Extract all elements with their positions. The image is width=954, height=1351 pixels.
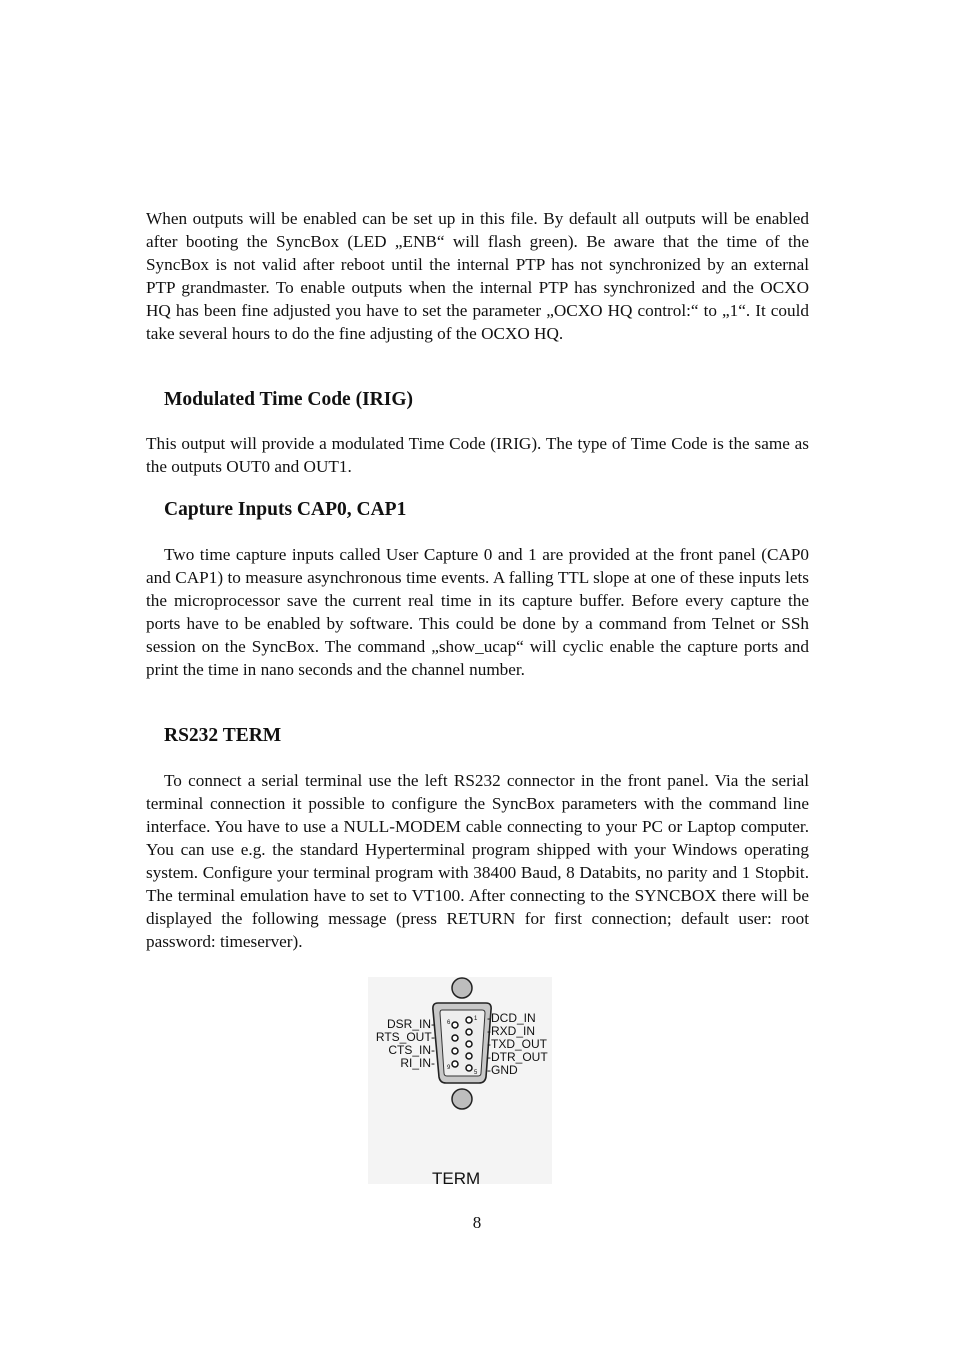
irig-paragraph: This output will provide a modulated Time Code (IRIG). The type of Time Code is the same as the outputs OUT0 and OUT1. [146, 434, 809, 476]
pin-8 [452, 1048, 458, 1054]
bottom-screw-icon [452, 1089, 472, 1109]
pin-label-dsr-in: DSR_IN- [386, 1017, 435, 1031]
pin-label-gnd: -GND [487, 1063, 518, 1077]
pin-9 [452, 1061, 458, 1067]
pin-label-dcd-in: -DCD_IN [487, 1011, 536, 1025]
heading-capture: Capture Inputs CAP0, CAP1 [164, 499, 407, 520]
heading-irig: Modulated Time Code (IRIG) [164, 389, 413, 410]
page-number: 8 [472, 1213, 482, 1232]
pin-label-rts-out: RTS_OUT- [375, 1030, 435, 1044]
pin-label-txd-out: -TXD_OUT [487, 1037, 547, 1051]
pin-1 [466, 1017, 472, 1023]
pin-7 [452, 1035, 458, 1041]
heading-rs232: RS232 TERM [164, 725, 282, 746]
pin-5 [466, 1065, 472, 1071]
pin-number-6: 6 [447, 1020, 451, 1026]
db9-connector-figure [368, 977, 552, 1184]
top-screw-icon [452, 978, 472, 998]
rs232-paragraph: To connect a serial terminal use the left RS232 connector in the front panel. Via the serial terminal connection it possible to configure the SyncBox parameters with the command line interface. You have to use a NULL-MODEM cable connecting to your PC or Laptop computer. You can use e.g. the standard Hyperterminal program shipped with your Windows operating system. Configure your terminal program with 38400 Baud, 8 Databits, no parity and 1 Stopbit. The terminal emulation have to set to VT100. After connecting to the SYNCBOX there will be displayed the following message (press RETURN for first connection; default user: root password: timeserver). [146, 771, 809, 951]
pin-number-1: 1 [474, 1016, 478, 1022]
pin-number-9: 9 [447, 1065, 451, 1071]
pin-label-rxd-in: -RXD_IN [487, 1024, 536, 1038]
capture-paragraph: Two time capture inputs called User Capture 0 and 1 are provided at the front panel (CAP0 and CAP1) to measure asynchronous time events. A falling TTL slope at one of these inputs lets the microprocessor save the current real time in its capture buffer. Before every capture the ports have to be enabled by software. This could be done by a command from Telnet or SSh session on the SyncBox. The command „show_ucap“ will cyclic enable the capture ports and print the time in nano seconds and the channel number. [146, 545, 809, 679]
pin-4 [466, 1053, 472, 1059]
pin-label-dtr-out: -DTR_OUT [487, 1050, 548, 1064]
pin-6 [452, 1022, 458, 1028]
pin-2 [466, 1029, 472, 1035]
pin-3 [466, 1041, 472, 1047]
figure-caption: TERM [432, 1169, 481, 1188]
pin-number-5: 5 [474, 1070, 478, 1076]
intro-paragraph: When outputs will be enabled can be set up in this file. By default all outputs will be enabled after booting the SyncBox (LED „ENB“ will flash green). Be aware that the time of the SyncBox is not valid after reboot until the internal PTP has not synchronized by an external PTP grandmaster. To enable outputs when the internal PTP has synchronized and the OCXO HQ has been fine adjusted you have to set the parameter „OCXO HQ control:“ to „1“. It could take several hours to do the fine adjusting of the OCXO HQ. [146, 209, 809, 343]
pin-label-ri-in: RI_IN- [400, 1056, 435, 1070]
pin-label-cts-in: CTS_IN- [388, 1043, 435, 1057]
db9-connector-diagram [368, 977, 552, 1184]
